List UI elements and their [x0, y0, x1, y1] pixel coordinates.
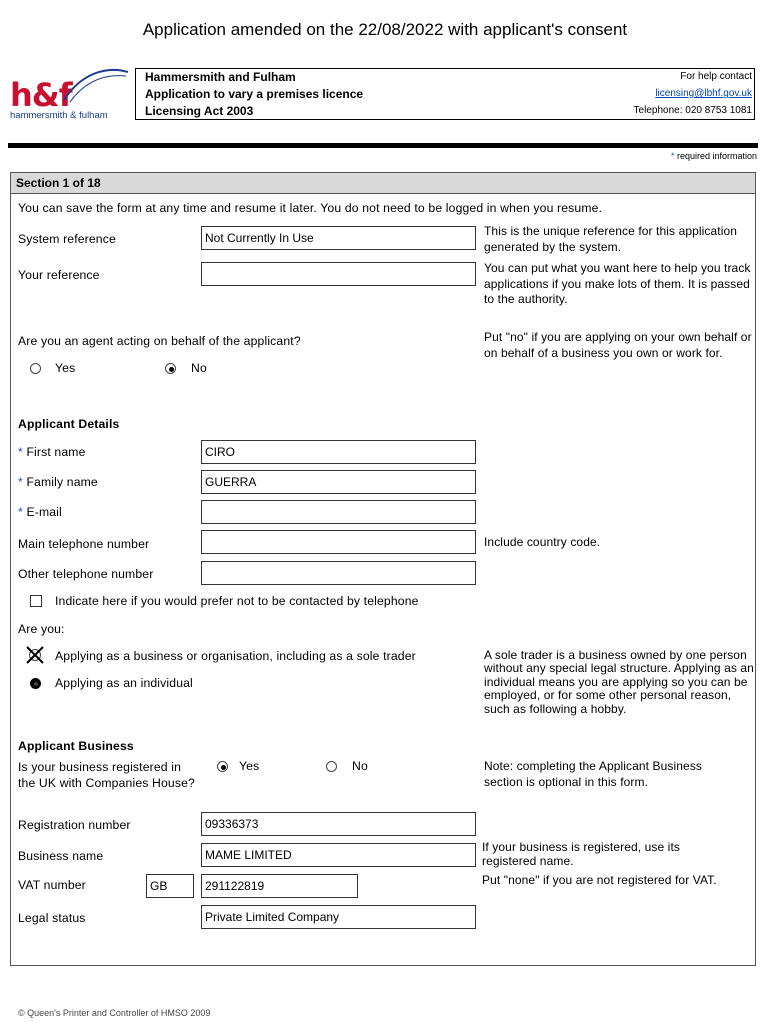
hf-logo: h&f	[10, 76, 72, 114]
no-phone-contact-checkbox[interactable]	[30, 595, 42, 607]
agent-no-radio[interactable]	[165, 363, 176, 374]
vat-number-field[interactable]: 291122819	[201, 874, 358, 898]
email-label: * E-mail	[18, 505, 62, 519]
business-name-help: If your business is registered, use its registered name.	[482, 840, 680, 868]
registered-question: Is your business registered in the UK with Companies House?	[18, 760, 195, 790]
section-title: Section 1 of 18	[10, 172, 756, 194]
business-name-field[interactable]: MAME LIMITED	[201, 843, 476, 867]
main-phone-field[interactable]	[201, 530, 476, 554]
applicant-business-heading: Applicant Business	[18, 739, 134, 753]
logo-swoosh-icon	[62, 66, 130, 106]
registered-yes-radio[interactable]	[217, 761, 228, 772]
family-name-label: * Family name	[18, 475, 98, 489]
agent-yes-radio[interactable]	[30, 363, 41, 374]
business-option-cross-mark[interactable]	[25, 645, 45, 665]
registration-number-label: Registration number	[18, 818, 131, 832]
registered-yes-label: Yes	[239, 759, 260, 773]
first-name-field[interactable]: CIRO	[201, 440, 476, 464]
are-you-label: Are you:	[18, 622, 65, 636]
form-title: Application to vary a premises licence	[145, 87, 364, 101]
family-name-field[interactable]: GUERRA	[201, 470, 476, 494]
legal-status-label: Legal status	[18, 911, 86, 925]
business-name-label: Business name	[18, 849, 104, 863]
individual-option-label: Applying as an individual	[55, 676, 193, 690]
applicant-details-heading: Applicant Details	[18, 417, 120, 431]
no-phone-contact-label: Indicate here if you would prefer not to be contacted by telephone	[55, 594, 419, 608]
system-reference-label: System reference	[18, 232, 116, 246]
logo-subtext: hammersmith & fulham	[10, 110, 108, 121]
email-field[interactable]	[201, 500, 476, 524]
registration-number-field[interactable]: 09336373	[201, 812, 476, 836]
individual-option-radio[interactable]	[30, 678, 41, 689]
amendment-notice: Application amended on the 22/08/2022 with applicant's consent	[142, 20, 628, 39]
first-name-label: * First name	[18, 445, 86, 459]
main-phone-help: Include country code.	[484, 535, 601, 549]
registered-no-radio[interactable]	[326, 761, 337, 772]
authority-name: Hammersmith and Fulham	[145, 70, 296, 84]
vat-prefix-field[interactable]: GB	[146, 874, 194, 898]
vat-label: VAT number	[18, 878, 86, 892]
agent-yes-label: Yes	[55, 361, 76, 375]
system-reference-help: This is the unique reference for this application generated by the system.	[484, 224, 738, 254]
other-phone-label: Other telephone number	[18, 567, 154, 581]
act-name: Licensing Act 2003	[145, 104, 254, 118]
are-you-help: A sole trader is a business owned by one person without any special legal structure. Applying as an individual means you are applying so you can be employed, or for some other personal reason, such as following a hobby.	[484, 648, 754, 716]
agent-no-label: No	[191, 361, 207, 375]
agent-help: Put "no" if you are applying on your own behalf or on behalf of a business you own or work for.	[484, 330, 752, 360]
business-option-label: Applying as a business or organisation, including as a sole trader	[55, 649, 416, 663]
telephone-info: Telephone: 020 8753 1081	[633, 105, 752, 116]
copyright-footer: © Queen's Printer and Controller of HMSO 2009	[18, 1008, 211, 1018]
header-divider	[8, 143, 758, 148]
email-link[interactable]: licensing@lbhf.gov.uk	[655, 88, 752, 99]
your-reference-help: You can put what you want here to help you track applications if you make lots of them. It is passed to the authority.	[484, 261, 751, 306]
registered-help: Note: completing the Applicant Business section is optional in this form.	[484, 759, 703, 789]
main-phone-label: Main telephone number	[18, 537, 150, 551]
your-reference-field[interactable]	[201, 262, 476, 286]
agent-question: Are you an agent acting on behalf of the applicant?	[18, 334, 301, 348]
registered-no-label: No	[352, 759, 368, 773]
vat-help: Put "none" if you are not registered for VAT.	[482, 873, 717, 887]
required-note: * required information	[670, 151, 757, 161]
other-phone-field[interactable]	[201, 561, 476, 585]
system-reference-field[interactable]: Not Currently In Use	[201, 226, 476, 250]
section-intro: You can save the form at any time and resume it later. You do not need to be logged in when you resume.	[18, 201, 603, 215]
legal-status-field[interactable]: Private Limited Company	[201, 905, 476, 929]
your-reference-label: Your reference	[18, 268, 100, 282]
help-label: For help contact	[680, 71, 752, 82]
